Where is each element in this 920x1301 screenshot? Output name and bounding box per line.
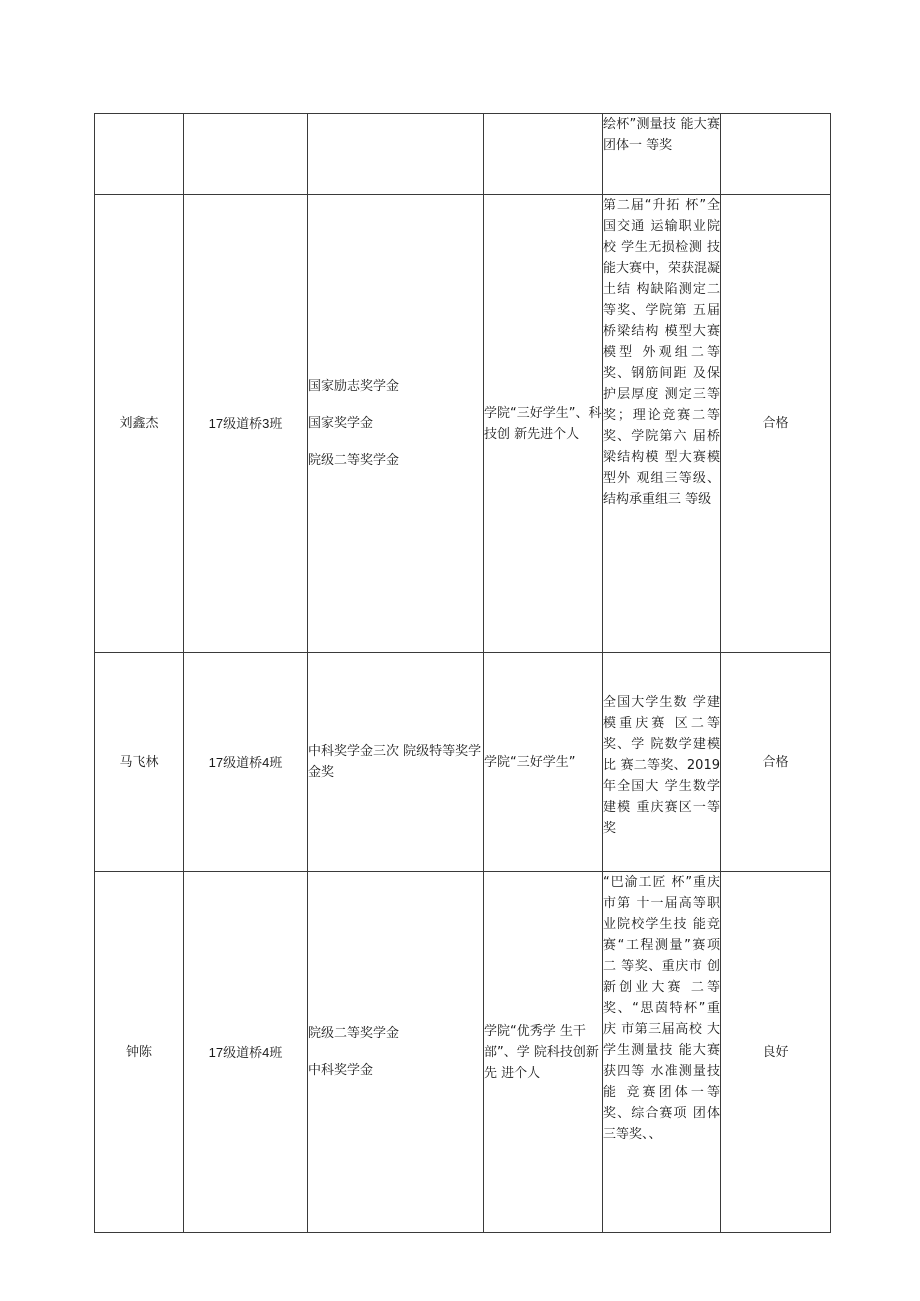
table-row: [95, 114, 831, 195]
scholarship-item: 院级二等奖学金: [308, 453, 400, 468]
student-name-cell: [95, 114, 184, 195]
student-name-cell: 钟陈: [95, 872, 184, 1233]
student-name-cell: 刘鑫杰: [95, 195, 184, 653]
scholarship-cell: [308, 653, 484, 872]
scholarship-item: 中科奖学金三次 院级特等奖学金奖: [308, 744, 482, 780]
class-cell: 17级道桥4班: [184, 653, 308, 872]
competition-cell: 全国大学生数 学建模重庆赛 区二等奖、学 院数学建模比 赛二等奖、2019年全国大 学生数学建模 重庆赛区一等 奖: [603, 653, 721, 872]
scholarship-cell: [308, 195, 484, 653]
competition-cell: 第二届“升拓 杯”全国交通 运输职业院校 学生无损检测 技能大赛中，荣获混凝土结 构缺陷测定二 等奖、学院第 五届桥梁结构 模型大赛模型 外观组二等 奖、钢筋间距 及保护层厚度 测定三等奖；理论竞赛二等奖、学院第六 届桥梁结构模 型大赛模型外 观组三等级、 结构承重组三 等级: [603, 195, 721, 653]
scholarship-item: 国家奖学金: [308, 416, 374, 431]
result-cell: 良好: [721, 872, 831, 1233]
result-cell: [721, 114, 831, 195]
result-cell: 合格: [721, 653, 831, 872]
honor-cell: 学院“三好学生”、科技创 新先进个人: [484, 195, 603, 653]
honor-cell: 学院“三好学生”: [484, 653, 603, 872]
table-row: [95, 653, 831, 872]
scholarship-item: 国家励志奖学金: [308, 379, 400, 394]
class-cell: 17级道桥3班: [184, 195, 308, 653]
honor-cell: [484, 114, 603, 195]
student-name-cell: 马飞林: [95, 653, 184, 872]
class-cell: 17级道桥4班: [184, 872, 308, 1233]
table-row: [95, 872, 831, 1233]
competition-cell: 绘杯”测量技 能大赛团体一 等奖: [603, 114, 721, 195]
result-cell: 合格: [721, 195, 831, 653]
scholarship-cell: [308, 114, 484, 195]
class-cell: [184, 114, 308, 195]
table-row: [95, 195, 831, 653]
scholarship-item: 中科奖学金: [308, 1063, 374, 1078]
competition-cell: “巴渝工匠 杯”重庆市第 十一届高等职 业院校学生技 能竞赛“工程测量”赛项二 等奖、重庆市 创新创业大赛 二等奖、“思茵特杯”重庆 市第三届高校 大学生测量技 能大赛获四等 水准测量技能 竞赛团体一等奖、综合赛项 团体三等奖、、: [603, 872, 721, 1233]
scholarship-cell: [308, 872, 484, 1233]
scholarship-item: 院级二等奖学金: [308, 1026, 400, 1041]
student-awards-table: [94, 113, 831, 1233]
honor-cell: 学院“优秀学 生干部”、学 院科技创新先 进个人: [484, 872, 603, 1233]
